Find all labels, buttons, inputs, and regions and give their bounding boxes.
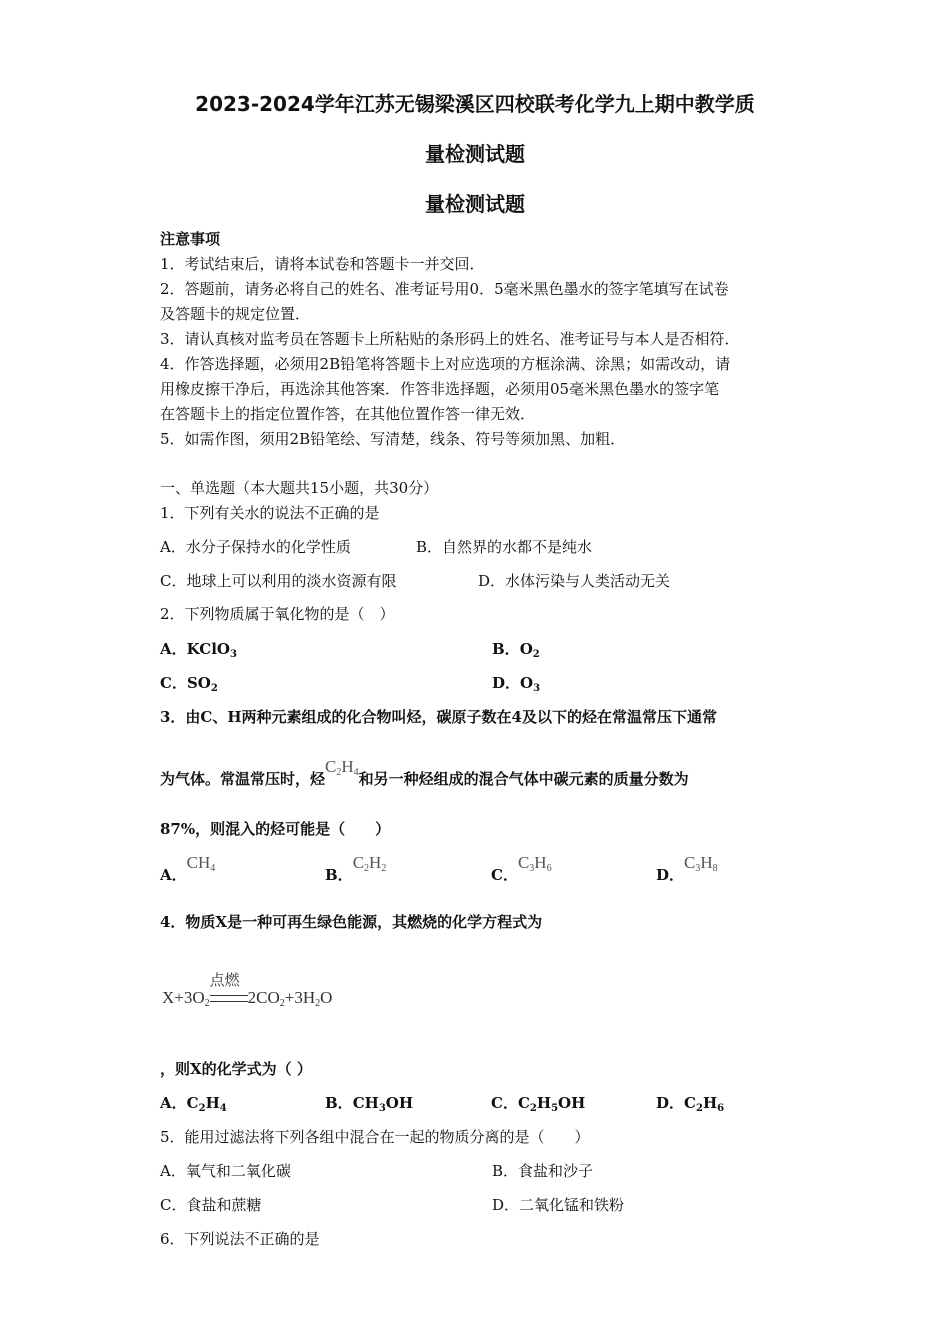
question-1-option-c: C．地球上可以利用的淡水资源有限: [160, 572, 397, 590]
formula-c2h4: $C_2H_4$: [325, 757, 359, 778]
formula-c3h8: $C_3H_8$: [684, 853, 718, 874]
question-3-option-c: C．$C_3H_6$: [491, 853, 552, 884]
question-3-line-2: 为气体。常温常压时，烃$C_2H_4$和另一种烃组成的混合气体中碳元素的质量分数为: [160, 757, 689, 788]
question-1-option-b: B．自然界的水都不是纯水: [416, 538, 593, 556]
question-1-stem: 1．下列有关水的说法不正确的是: [160, 504, 380, 522]
notice-item: 3．请认真核对监考员在答题卡上所粘贴的条形码上的姓名、准考证号与本人是否相符．: [160, 330, 740, 348]
question-5-stem: 5．能用过滤法将下列各组中混合在一起的物质分离的是（ ）: [160, 1128, 590, 1146]
notice-item: 2．答题前，请务必将自己的姓名、准考证号用0．5毫米黑色墨水的签字笔填写在试卷: [160, 280, 729, 298]
question-6-stem: 6．下列说法不正确的是: [160, 1230, 320, 1248]
question-2-option-b: B．$O_2$: [492, 640, 540, 660]
question-1-option-d: D．水体污染与人类活动无关: [478, 572, 671, 590]
notice-item: 用橡皮擦干净后，再选涂其他答案．作答非选择题，必须用05毫米黑色墨水的签字笔: [160, 380, 720, 398]
notice-item: 及答题卡的规定位置．: [160, 305, 311, 323]
question-4-option-c: C．$C_2H_5OH$: [491, 1094, 586, 1114]
question-2-option-a: A．KClO$_3$: [160, 640, 237, 660]
question-1-option-a: A．水分子保持水的化学性质: [160, 538, 351, 556]
notice-item: 4．作答选择题，必须用2B铅笔将答题卡上对应选项的方框涂满、涂黑；如需改动，请: [160, 355, 731, 373]
notice-item: 5．如需作图，须用2B铅笔绘、写清楚，线条、符号等须加黑、加粗．: [160, 430, 626, 448]
question-3-line-1: 3．由C、H两种元素组成的化合物叫烃，碳原子数在4及以下的烃在常温常压下通常: [160, 708, 717, 726]
formula-c2h2: $C_2H_2$: [352, 853, 387, 874]
question-2-option-c: C．$SO_2$: [160, 674, 218, 694]
question-4-option-a: A．$C_2H_4$: [160, 1094, 227, 1114]
question-2-option-d: D．$O_3$: [492, 674, 541, 694]
notice-heading: 注意事项: [160, 230, 221, 248]
notice-item: 在答题卡上的指定位置作答，在其他位置作答一律无效．: [160, 405, 536, 423]
question-5-option-b: B．食盐和沙子: [492, 1162, 594, 1180]
question-3-option-a: A．$CH_4$: [160, 853, 216, 884]
question-3-option-d: D．$C_3H_8$: [656, 853, 718, 884]
notice-item: 1．考试结束后，请将本试卷和答题卡一并交回．: [160, 255, 485, 273]
exam-title-line-1: 2023-2024学年江苏无锡梁溪区四校联考化学九上期中教学质: [195, 92, 755, 116]
question-5-option-c: C．食盐和蔗糖: [160, 1196, 262, 1214]
question-4-option-b: B．$CH_3OH$: [325, 1094, 414, 1114]
combustion-equation: $X+3O_2$ 点燃 $2CO_2+3H_2O$: [162, 971, 333, 1009]
exam-title-line-3: 量检测试题: [425, 192, 525, 216]
section-heading: 一、单选题（本大题共15小题，共30分）: [160, 479, 439, 497]
question-4-option-d: D．$C_2H_6$: [656, 1094, 725, 1114]
formula-ch4: $CH_4$: [186, 853, 216, 874]
question-4-stem: 4．物质X是一种可再生绿色能源，其燃烧的化学方程式为: [160, 913, 543, 931]
question-3-option-b: B．$C_2H_2$: [325, 853, 387, 884]
question-4-followup: ，则X的化学式为（ ）: [160, 1060, 312, 1078]
question-2-stem: 2．下列物质属于氧化物的是（ ）: [160, 605, 395, 623]
formula-c3h6: $C_3H_6$: [517, 853, 552, 874]
question-5-option-d: D．二氧化锰和铁粉: [492, 1196, 625, 1214]
question-3-line-3: 87%，则混入的烃可能是（ ）: [160, 820, 391, 838]
exam-title-line-2: 量检测试题: [425, 142, 525, 166]
reaction-arrow: 点燃: [210, 989, 248, 1009]
question-5-option-a: A．氧气和二氧化碳: [160, 1162, 291, 1180]
